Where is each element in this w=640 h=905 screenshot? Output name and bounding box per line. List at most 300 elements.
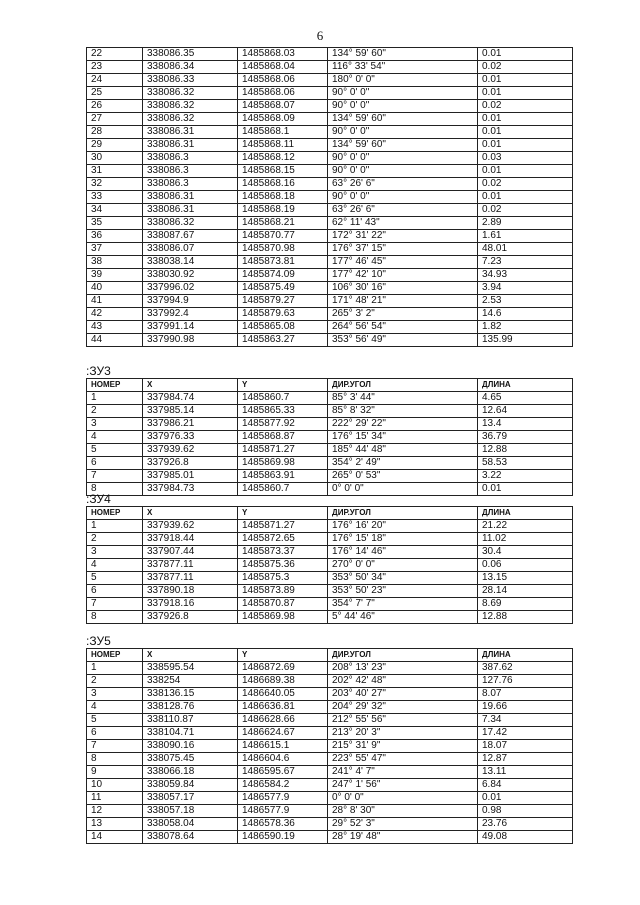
cell-number: 38 <box>87 256 143 269</box>
cell-direction-angle: 353° 50' 23" <box>328 585 478 598</box>
table-row <box>87 662 573 675</box>
cell-x: 338057.18 <box>143 805 238 818</box>
cell-number: 43 <box>87 321 143 334</box>
section-zu4 <box>86 492 572 624</box>
cell-y: 1485879.63 <box>238 308 328 321</box>
cell-y: 1486689.38 <box>238 675 328 688</box>
cell-direction-angle: 208° 13' 23" <box>328 662 478 675</box>
cell-number: 9 <box>87 766 143 779</box>
cell-number: 6 <box>87 457 143 470</box>
table-row <box>87 152 573 165</box>
cell-direction-angle: 0° 0' 0" <box>328 792 478 805</box>
cell-y: 1486640.05 <box>238 688 328 701</box>
cell-length: 34.93 <box>478 269 573 282</box>
cell-direction-angle: 172° 31' 22" <box>328 230 478 243</box>
cell-direction-angle: 177° 46' 45" <box>328 256 478 269</box>
cell-direction-angle: 176° 15' 18" <box>328 533 478 546</box>
cell-number: 8 <box>87 483 143 496</box>
cell-direction-angle: 85° 3' 44" <box>328 392 478 405</box>
cell-number: 28 <box>87 126 143 139</box>
cell-length: 1.61 <box>478 230 573 243</box>
cell-x: 338086.31 <box>143 139 238 152</box>
cell-number: 8 <box>87 611 143 624</box>
table-row <box>87 701 573 714</box>
cell-direction-angle: 223° 55' 47" <box>328 753 478 766</box>
cell-y: 1485868.11 <box>238 139 328 152</box>
cell-x: 338086.35 <box>143 48 238 61</box>
cell-y: 1485868.04 <box>238 61 328 74</box>
cell-x: 337926.8 <box>143 611 238 624</box>
cell-number: 26 <box>87 100 143 113</box>
cell-x: 337907.44 <box>143 546 238 559</box>
cell-number: 3 <box>87 418 143 431</box>
cell-y: 1485873.37 <box>238 546 328 559</box>
cell-number: 2 <box>87 405 143 418</box>
table-row <box>87 585 573 598</box>
cell-x: 338086.07 <box>143 243 238 256</box>
table-row <box>87 598 573 611</box>
cell-y: 1485868.06 <box>238 87 328 100</box>
cell-y: 1485873.89 <box>238 585 328 598</box>
cell-number: 37 <box>87 243 143 256</box>
column-header: Y <box>238 649 328 662</box>
cell-number: 22 <box>87 48 143 61</box>
cell-number: 11 <box>87 792 143 805</box>
table-row <box>87 740 573 753</box>
cell-direction-angle: 134° 59' 60" <box>328 113 478 126</box>
cell-y: 1485877.92 <box>238 418 328 431</box>
table-row <box>87 308 573 321</box>
column-header: ДЛИНА <box>478 379 573 392</box>
coordinates-table-zu5 <box>86 648 573 844</box>
cell-y: 1485869.98 <box>238 611 328 624</box>
cell-y: 1486578.36 <box>238 818 328 831</box>
cell-length: 0.98 <box>478 805 573 818</box>
cell-length: 30.4 <box>478 546 573 559</box>
cell-length: 19.66 <box>478 701 573 714</box>
cell-direction-angle: 90° 0' 0" <box>328 191 478 204</box>
cell-x: 338086.33 <box>143 74 238 87</box>
cell-y: 1485875.3 <box>238 572 328 585</box>
table-body <box>87 662 573 844</box>
cell-y: 1485870.87 <box>238 598 328 611</box>
coordinates-table-continued <box>86 47 573 347</box>
table-row <box>87 675 573 688</box>
cell-direction-angle: 176° 14' 46" <box>328 546 478 559</box>
column-header: ДИР.УГОЛ <box>328 507 478 520</box>
cell-y: 1485860.7 <box>238 483 328 496</box>
cell-direction-angle: 176° 15' 34" <box>328 431 478 444</box>
section-zu3 <box>86 364 572 496</box>
cell-x: 338104.71 <box>143 727 238 740</box>
cell-length: 13.15 <box>478 572 573 585</box>
table-row <box>87 321 573 334</box>
cell-x: 338086.32 <box>143 100 238 113</box>
cell-direction-angle: 134° 59' 60" <box>328 139 478 152</box>
cell-x: 337985.01 <box>143 470 238 483</box>
cell-y: 1485868.06 <box>238 74 328 87</box>
cell-y: 1485868.03 <box>238 48 328 61</box>
cell-y: 1485868.12 <box>238 152 328 165</box>
cell-direction-angle: 354° 2' 49" <box>328 457 478 470</box>
table-row <box>87 191 573 204</box>
cell-length: 12.88 <box>478 444 573 457</box>
cell-length: 0.03 <box>478 152 573 165</box>
cell-length: 13.11 <box>478 766 573 779</box>
cell-length: 0.01 <box>478 483 573 496</box>
cell-length: 0.02 <box>478 204 573 217</box>
cell-direction-angle: 247° 1' 56" <box>328 779 478 792</box>
cell-length: 12.88 <box>478 611 573 624</box>
table-row <box>87 126 573 139</box>
cell-x: 338058.04 <box>143 818 238 831</box>
cell-y: 1485869.98 <box>238 457 328 470</box>
cell-x: 338086.3 <box>143 165 238 178</box>
cell-number: 1 <box>87 392 143 405</box>
cell-number: 4 <box>87 431 143 444</box>
cell-x: 337918.16 <box>143 598 238 611</box>
table-header <box>87 649 573 662</box>
cell-x: 337939.62 <box>143 520 238 533</box>
cell-number: 29 <box>87 139 143 152</box>
cell-direction-angle: 204° 29' 32" <box>328 701 478 714</box>
table-row <box>87 457 573 470</box>
cell-length: 0.01 <box>478 191 573 204</box>
cell-number: 4 <box>87 701 143 714</box>
table-row <box>87 87 573 100</box>
table-body <box>87 392 573 496</box>
cell-x: 337890.18 <box>143 585 238 598</box>
cell-y: 1485868.15 <box>238 165 328 178</box>
cell-length: 8.07 <box>478 688 573 701</box>
table-row <box>87 48 573 61</box>
cell-number: 3 <box>87 688 143 701</box>
cell-direction-angle: 62° 11' 43" <box>328 217 478 230</box>
cell-x: 338038.14 <box>143 256 238 269</box>
cell-y: 1486595.67 <box>238 766 328 779</box>
cell-x: 338078.64 <box>143 831 238 844</box>
cell-direction-angle: 212° 55' 56" <box>328 714 478 727</box>
table-row <box>87 256 573 269</box>
cell-length: 36.79 <box>478 431 573 444</box>
cell-direction-angle: 0° 0' 0" <box>328 483 478 496</box>
cell-x: 337996.02 <box>143 282 238 295</box>
cell-direction-angle: 106° 30' 16" <box>328 282 478 295</box>
cell-number: 27 <box>87 113 143 126</box>
table-row <box>87 444 573 457</box>
cell-number: 12 <box>87 805 143 818</box>
cell-number: 25 <box>87 87 143 100</box>
cell-length: 0.02 <box>478 61 573 74</box>
cell-number: 31 <box>87 165 143 178</box>
cell-length: 14.6 <box>478 308 573 321</box>
cell-x: 338086.31 <box>143 126 238 139</box>
cell-x: 337877.11 <box>143 572 238 585</box>
cell-y: 1485875.36 <box>238 559 328 572</box>
cell-x: 338595.54 <box>143 662 238 675</box>
cell-direction-angle: 203° 40' 27" <box>328 688 478 701</box>
column-header: ДЛИНА <box>478 649 573 662</box>
cell-number: 41 <box>87 295 143 308</box>
cell-number: 5 <box>87 444 143 457</box>
column-header: X <box>143 379 238 392</box>
table-row <box>87 100 573 113</box>
cell-x: 337984.73 <box>143 483 238 496</box>
cell-x: 338086.3 <box>143 152 238 165</box>
cell-number: 34 <box>87 204 143 217</box>
cell-direction-angle: 134° 59' 60" <box>328 48 478 61</box>
cell-direction-angle: 85° 8' 32" <box>328 405 478 418</box>
cell-x: 337985.14 <box>143 405 238 418</box>
cell-y: 1485865.08 <box>238 321 328 334</box>
cell-number: 10 <box>87 779 143 792</box>
cell-direction-angle: 215° 31' 9" <box>328 740 478 753</box>
page-number: 6 <box>316 28 324 43</box>
cell-length: 13.4 <box>478 418 573 431</box>
table-row <box>87 805 573 818</box>
table-row <box>87 753 573 766</box>
cell-y: 1485860.7 <box>238 392 328 405</box>
cell-length: 0.02 <box>478 178 573 191</box>
cell-length: 387.62 <box>478 662 573 675</box>
cell-length: 0.01 <box>478 165 573 178</box>
cell-x: 338030.92 <box>143 269 238 282</box>
cell-x: 338136.15 <box>143 688 238 701</box>
cell-number: 5 <box>87 714 143 727</box>
cell-length: 3.94 <box>478 282 573 295</box>
cell-number: 30 <box>87 152 143 165</box>
cell-y: 1486577.9 <box>238 792 328 805</box>
cell-y: 1486628.66 <box>238 714 328 727</box>
cell-length: 18.07 <box>478 740 573 753</box>
cell-length: 12.87 <box>478 753 573 766</box>
cell-length: 4.65 <box>478 392 573 405</box>
cell-number: 7 <box>87 598 143 611</box>
cell-y: 1485865.33 <box>238 405 328 418</box>
cell-number: 36 <box>87 230 143 243</box>
cell-y: 1485879.27 <box>238 295 328 308</box>
table-row <box>87 243 573 256</box>
cell-length: 2.53 <box>478 295 573 308</box>
coordinates-table-zu4 <box>86 506 573 624</box>
cell-x: 338086.32 <box>143 113 238 126</box>
section-label-zu3: :ЗУ3 <box>86 364 111 378</box>
column-header: НОМЕР <box>87 649 143 662</box>
table-row <box>87 431 573 444</box>
cell-number: 42 <box>87 308 143 321</box>
cell-number: 2 <box>87 533 143 546</box>
cell-x: 338254 <box>143 675 238 688</box>
table-row <box>87 269 573 282</box>
cell-length: 21.22 <box>478 520 573 533</box>
header-row <box>87 507 573 520</box>
cell-number: 7 <box>87 470 143 483</box>
cell-y: 1485870.77 <box>238 230 328 243</box>
cell-number: 35 <box>87 217 143 230</box>
cell-number: 1 <box>87 520 143 533</box>
column-header: X <box>143 649 238 662</box>
cell-direction-angle: 202° 42' 48" <box>328 675 478 688</box>
cell-number: 44 <box>87 334 143 347</box>
table-row <box>87 688 573 701</box>
cell-x: 338086.3 <box>143 178 238 191</box>
cell-y: 1485871.27 <box>238 520 328 533</box>
cell-y: 1486590.19 <box>238 831 328 844</box>
cell-direction-angle: 90° 0' 0" <box>328 87 478 100</box>
cell-direction-angle: 90° 0' 0" <box>328 152 478 165</box>
cell-x: 338090.16 <box>143 740 238 753</box>
table-row <box>87 405 573 418</box>
cell-y: 1485872.65 <box>238 533 328 546</box>
cell-y: 1486636.81 <box>238 701 328 714</box>
cell-y: 1485874.09 <box>238 269 328 282</box>
table-row <box>87 217 573 230</box>
cell-direction-angle: 353° 50' 34" <box>328 572 478 585</box>
table-body <box>87 520 573 624</box>
table-row <box>87 533 573 546</box>
table-row <box>87 520 573 533</box>
table-row <box>87 113 573 126</box>
table-row <box>87 727 573 740</box>
cell-y: 1485868.21 <box>238 217 328 230</box>
cell-number: 1 <box>87 662 143 675</box>
cell-length: 3.22 <box>478 470 573 483</box>
cell-number: 7 <box>87 740 143 753</box>
cell-x: 338128.76 <box>143 701 238 714</box>
cell-direction-angle: 29° 52' 3" <box>328 818 478 831</box>
cell-x: 337991.14 <box>143 321 238 334</box>
column-header: НОМЕР <box>87 379 143 392</box>
cell-length: 7.34 <box>478 714 573 727</box>
cell-direction-angle: 176° 16' 20" <box>328 520 478 533</box>
cell-direction-angle: 171° 48' 21" <box>328 295 478 308</box>
table-body <box>87 48 573 347</box>
cell-x: 338066.18 <box>143 766 238 779</box>
table-row <box>87 779 573 792</box>
cell-length: 6.84 <box>478 779 573 792</box>
table-row <box>87 818 573 831</box>
table-header <box>87 379 573 392</box>
cell-number: 13 <box>87 818 143 831</box>
table-row <box>87 792 573 805</box>
cell-direction-angle: 28° 19' 48" <box>328 831 478 844</box>
cell-x: 337918.44 <box>143 533 238 546</box>
cell-x: 337986.21 <box>143 418 238 431</box>
table-row <box>87 295 573 308</box>
cell-direction-angle: 265° 3' 2" <box>328 308 478 321</box>
cell-y: 1485868.87 <box>238 431 328 444</box>
section-label-zu4: :ЗУ4 <box>86 492 111 506</box>
cell-x: 337976.33 <box>143 431 238 444</box>
table-row <box>87 204 573 217</box>
section-continued <box>86 47 572 347</box>
cell-x: 337926.8 <box>143 457 238 470</box>
cell-length: 0.01 <box>478 792 573 805</box>
cell-direction-angle: 354° 7' 7" <box>328 598 478 611</box>
table-row <box>87 470 573 483</box>
cell-direction-angle: 116° 33' 54" <box>328 61 478 74</box>
cell-number: 23 <box>87 61 143 74</box>
cell-direction-angle: 213° 20' 3" <box>328 727 478 740</box>
cell-x: 338086.34 <box>143 61 238 74</box>
cell-length: 8.69 <box>478 598 573 611</box>
table-row <box>87 546 573 559</box>
cell-direction-angle: 5° 44' 46" <box>328 611 478 624</box>
column-header: Y <box>238 507 328 520</box>
cell-y: 1485863.91 <box>238 470 328 483</box>
table-row <box>87 178 573 191</box>
table-row <box>87 334 573 347</box>
cell-length: 0.01 <box>478 74 573 87</box>
cell-number: 6 <box>87 585 143 598</box>
section-zu5 <box>86 634 572 844</box>
header-row <box>87 379 573 392</box>
table-row <box>87 559 573 572</box>
cell-direction-angle: 264° 56' 54" <box>328 321 478 334</box>
cell-number: 32 <box>87 178 143 191</box>
cell-length: 0.01 <box>478 113 573 126</box>
cell-direction-angle: 270° 0' 0" <box>328 559 478 572</box>
cell-x: 338110.87 <box>143 714 238 727</box>
cell-length: 48.01 <box>478 243 573 256</box>
cell-x: 337939.62 <box>143 444 238 457</box>
table-row <box>87 61 573 74</box>
column-header: ДЛИНА <box>478 507 573 520</box>
cell-y: 1485868.18 <box>238 191 328 204</box>
cell-x: 338086.31 <box>143 204 238 217</box>
cell-direction-angle: 222° 29' 22" <box>328 418 478 431</box>
cell-y: 1485868.1 <box>238 126 328 139</box>
cell-y: 1486872.69 <box>238 662 328 675</box>
cell-length: 58.53 <box>478 457 573 470</box>
cell-number: 39 <box>87 269 143 282</box>
cell-length: 127.76 <box>478 675 573 688</box>
cell-length: 135.99 <box>478 334 573 347</box>
table-row <box>87 831 573 844</box>
cell-direction-angle: 63° 26' 6" <box>328 178 478 191</box>
cell-direction-angle: 90° 0' 0" <box>328 100 478 113</box>
cell-y: 1486577.9 <box>238 805 328 818</box>
cell-number: 3 <box>87 546 143 559</box>
cell-direction-angle: 241° 4' 7" <box>328 766 478 779</box>
cell-direction-angle: 353° 56' 49" <box>328 334 478 347</box>
cell-y: 1485871.27 <box>238 444 328 457</box>
cell-direction-angle: 28° 8' 30" <box>328 805 478 818</box>
table-row <box>87 572 573 585</box>
cell-length: 0.06 <box>478 559 573 572</box>
column-header: ДИР.УГОЛ <box>328 649 478 662</box>
cell-x: 338075.45 <box>143 753 238 766</box>
cell-x: 337984.74 <box>143 392 238 405</box>
cell-y: 1485873.81 <box>238 256 328 269</box>
cell-length: 7.23 <box>478 256 573 269</box>
cell-y: 1485875.49 <box>238 282 328 295</box>
cell-number: 5 <box>87 572 143 585</box>
cell-number: 14 <box>87 831 143 844</box>
table-row <box>87 230 573 243</box>
table-row <box>87 392 573 405</box>
cell-x: 338086.31 <box>143 191 238 204</box>
cell-length: 11.02 <box>478 533 573 546</box>
cell-length: 49.08 <box>478 831 573 844</box>
cell-direction-angle: 90° 0' 0" <box>328 126 478 139</box>
cell-number: 40 <box>87 282 143 295</box>
cell-direction-angle: 90° 0' 0" <box>328 165 478 178</box>
cell-length: 0.02 <box>478 100 573 113</box>
column-header: НОМЕР <box>87 507 143 520</box>
table-row <box>87 74 573 87</box>
cell-number: 33 <box>87 191 143 204</box>
